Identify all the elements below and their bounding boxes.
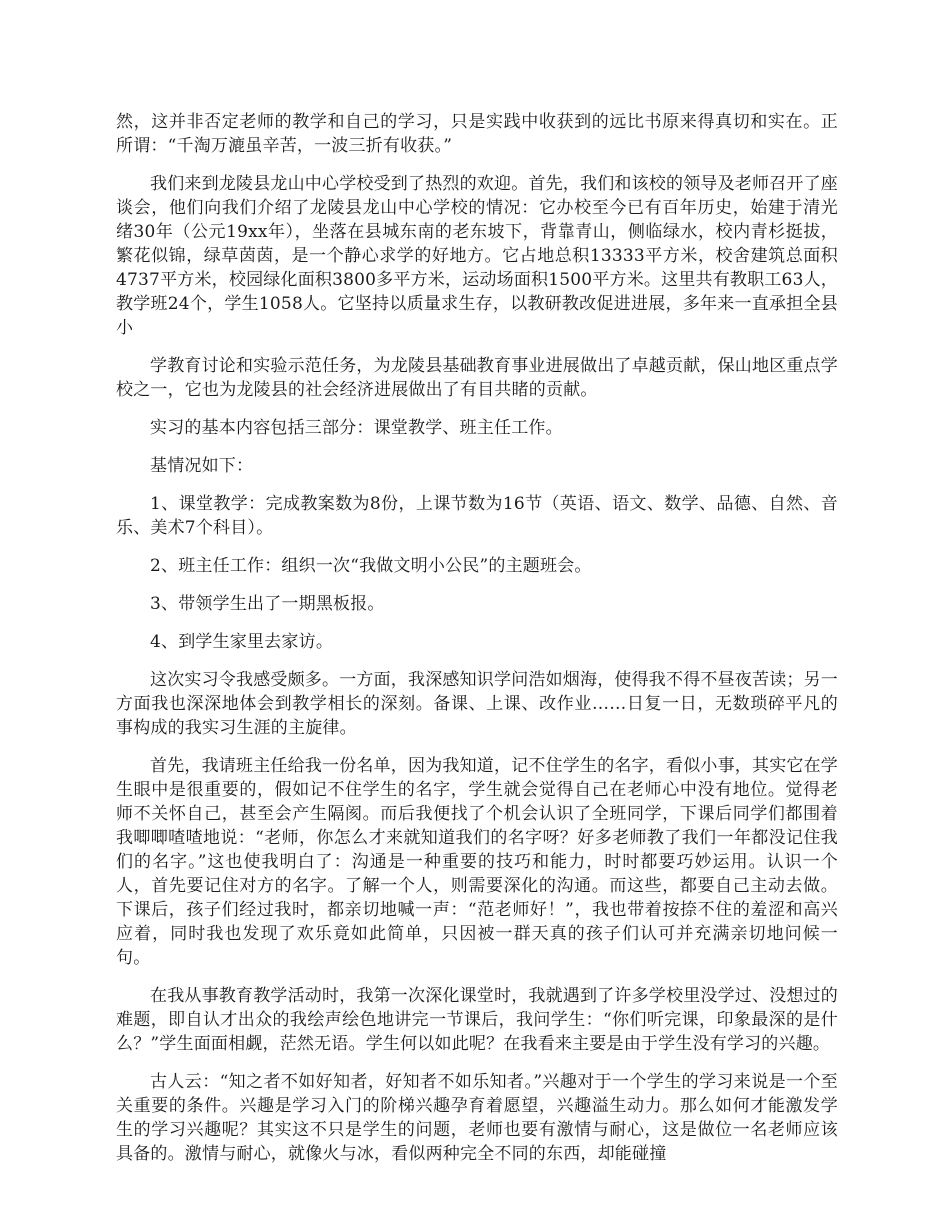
list-item-4: 4、到学生家里去家访。 xyxy=(150,632,334,652)
paragraph-1: 然，这并非否定老师的教学和自己的学习，只是实践中收获到的远比书原来得真切和实在。正所谓：“千淘万漉虽辛苦，一波三折有收获。” xyxy=(116,112,838,156)
paragraph-3: 学教育讨论和实验示范任务，为龙陵县基础教育事业进展做出了卓越贡献，保山地区重点学校之一，它也为龙陵县的社会经济进展做出了有目共睹的贡献。 xyxy=(116,356,838,400)
paragraph-5: 基情况如下： xyxy=(150,456,254,476)
paragraph-7: 首先，我请班主任给我一份名单，因为我知道，记不住学生的名字，看似小事，其实它在学生眼中是很重要的，假如记不住学生的名字，学生就会觉得自己在老师心中没有地位。觉得老师不关怀自己，甚至会产生隔阂。而后我便找了个机会认识了全班同学，下课后同学们都围着我唧唧喳喳地说：“老师，你怎么才来就知道我们的名字呀？好多老师教了我们一年都没记住我们的名字。”这也使我明白了：沟通是一种重要的技巧和能力，时时都要巧妙运用。认识一个人，首先要记住对方的名字。了解一个人，则需要深化的沟通。而这些，都要自己主动去做。下课后，孩子们经过我时，都亲切地喊一声：“范老师好！”，我也带着按捺不住的羞涩和高兴应着，同时我也发现了欢乐竟如此简单，只因被一群天真的孩子们认可并充满亲切地问候一句。 xyxy=(116,756,838,968)
list-item-2: 2、班主任工作：组织一次“我做文明小公民”的主题班会。 xyxy=(150,556,592,576)
paragraph-8: 在我从事教育教学活动时，我第一次深化课堂时，我就遇到了许多学校里没学过、没想过的难题，即自认才出众的我绘声绘色地讲完一节课后，我问学生：“你们听完课，印象最深的是什么？”学生面面相觑，茫然无语。学生何以如此呢？在我看来主要是由于学生没有学习的兴趣。 xyxy=(116,986,838,1054)
paragraph-4: 实习的基本内容包括三部分：课堂教学、班主任工作。 xyxy=(150,418,563,438)
list-item-1: 1、课堂教学：完成教案数为8份，上课节数为16节（英语、语文、数学、品德、自然、音乐、美术7个科目）。 xyxy=(116,494,838,538)
paragraph-6: 这次实习令我感受颇多。一方面，我深感知识学问浩如烟海，使得我不得不昼夜苦读；另一方面我也深深地体会到教学相长的深刻。备课、上课、改作业……日复一日，无数琐碎平凡的事构成的我实习生涯的主旋律。 xyxy=(116,670,838,738)
paragraph-2: 我们来到龙陵县龙山中心学校受到了热烈的欢迎。首先，我们和该校的领导及老师召开了座谈会，他们向我们介绍了龙陵县龙山中心学校的情况：它办校至今已有百年历史，始建于清光绪30年（公元19xx年），坐落在县城东南的老东坡下，背靠青山，侧临绿水，校内青杉挺拔，繁花似锦，绿草茵茵，是一个静心求学的好地方。它占地总积13333平方米，校舍建筑总面积4737平方米，校园绿化面积3800多平方米，运动场面积1500平方米。这里共有教职工63人，教学班24个，学生1058人。它坚持以质量求生存，以教研教改促进进展，多年来一直承担全县小 xyxy=(116,174,838,338)
paragraph-9: 古人云：“知之者不如好知者，好知者不如乐知者。”兴趣对于一个学生的学习来说是一个至关重要的条件。兴趣是学习入门的阶梯兴趣孕育着愿望，兴趣溢生动力。那么如何才能激发学生的学习兴趣呢？其实这不只是学生的问题，老师也要有激情与耐心，这是做位一名老师应该具备的。激情与耐心，就像火与冰，看似两种完全不同的东西，却能碰撞 xyxy=(116,1072,838,1164)
list-item-3: 3、带领学生出了一期黑板报。 xyxy=(150,594,385,614)
